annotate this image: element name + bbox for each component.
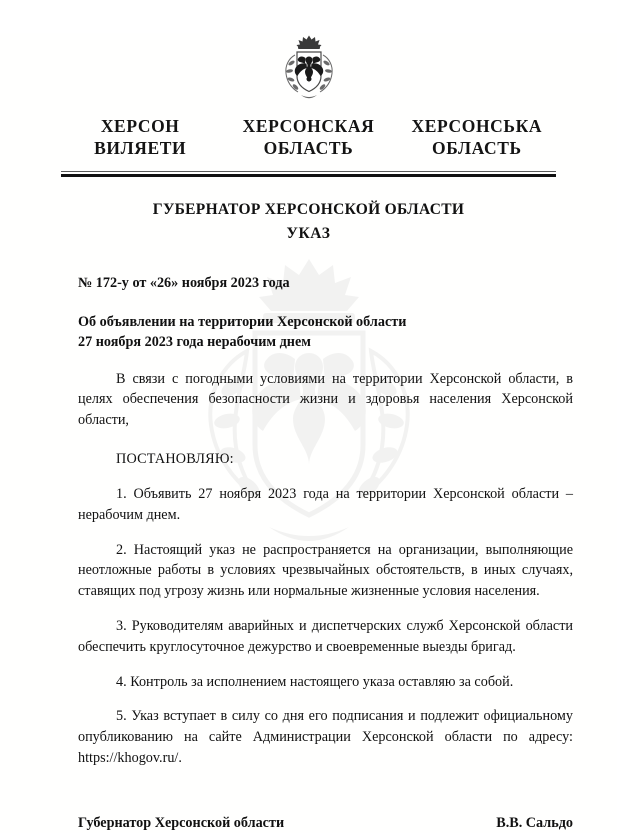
org-name-crimean-tatar-line2: ВИЛЯЕТИ <box>94 138 187 159</box>
clause-3: 3. Руководителям аварийных и диспетчерских служб Херсонской области обеспечить круглосуточное дежурство и своевременные выезды бригад. <box>78 617 573 655</box>
subject-line-1: Об объявлении на территории Херсонской области <box>78 313 407 330</box>
decree-number: № 172-у от «26» ноября 2023 года <box>78 274 290 291</box>
resolve-keyword: ПОСТАНОВЛЯЮ: <box>116 450 234 467</box>
divider-thick-line <box>61 174 556 177</box>
signature-role: Губернатор Херсонской области <box>78 814 285 831</box>
org-name-ukrainian <box>393 115 561 160</box>
subject-line-2: 27 ноября 2023 года нерабочим днем <box>78 334 311 351</box>
header-divider <box>61 171 556 177</box>
org-name-crimean-tatar-line1: ХЕРСОН <box>100 116 180 136</box>
org-name-russian-line1: ХЕРСОНСКАЯ <box>242 116 375 136</box>
clause-5: 5. Указ вступает в силу со дня его подписания и подлежит официальному опубликованию на сайте Администрации Херсонской области по адресу: https://khogov.ru/. <box>78 708 573 766</box>
document-body <box>78 275 573 769</box>
org-name-russian <box>224 115 392 160</box>
org-name-russian-line2: ОБЛАСТЬ <box>263 138 354 159</box>
clause-1: 1. Объявить 27 ноября 2023 года на территории Херсонской области – нерабочим днем. <box>78 485 573 523</box>
signature-name: В.В. Сальдо <box>496 814 573 831</box>
org-name-ukrainian-line1: ХЕРСОНСЬКА <box>411 116 543 136</box>
clause-2: 2. Настоящий указ не распространяется на организации, выполняющие неотложные работы в условиях чрезвычайных обстоятельств, в иных случаях, ставящих под угрозу жизнь или нормальные жизненные условия населения. <box>78 541 573 599</box>
org-name-crimean-tatar <box>56 115 224 160</box>
clause-4: 4. Контроль за исполнением настоящего указа оставляю за собой. <box>116 673 514 690</box>
document-page <box>0 33 617 833</box>
organisation-names <box>56 115 561 160</box>
org-name-ukrainian-line2: ОБЛАСТЬ <box>432 138 522 159</box>
document-kind: УКАЗ <box>286 224 331 242</box>
coat-of-arms-icon <box>278 33 340 107</box>
signature-block <box>78 815 573 832</box>
page-title: ГУБЕРНАТОР ХЕРСОНСКОЙ ОБЛАСТИ <box>152 200 465 218</box>
preamble-paragraph: В связи с погодными условиями на территории Херсонской области, в целях обеспечения безопасности жизни и здоровья населения Херсонской области, <box>78 370 573 429</box>
document-subject <box>78 312 573 353</box>
